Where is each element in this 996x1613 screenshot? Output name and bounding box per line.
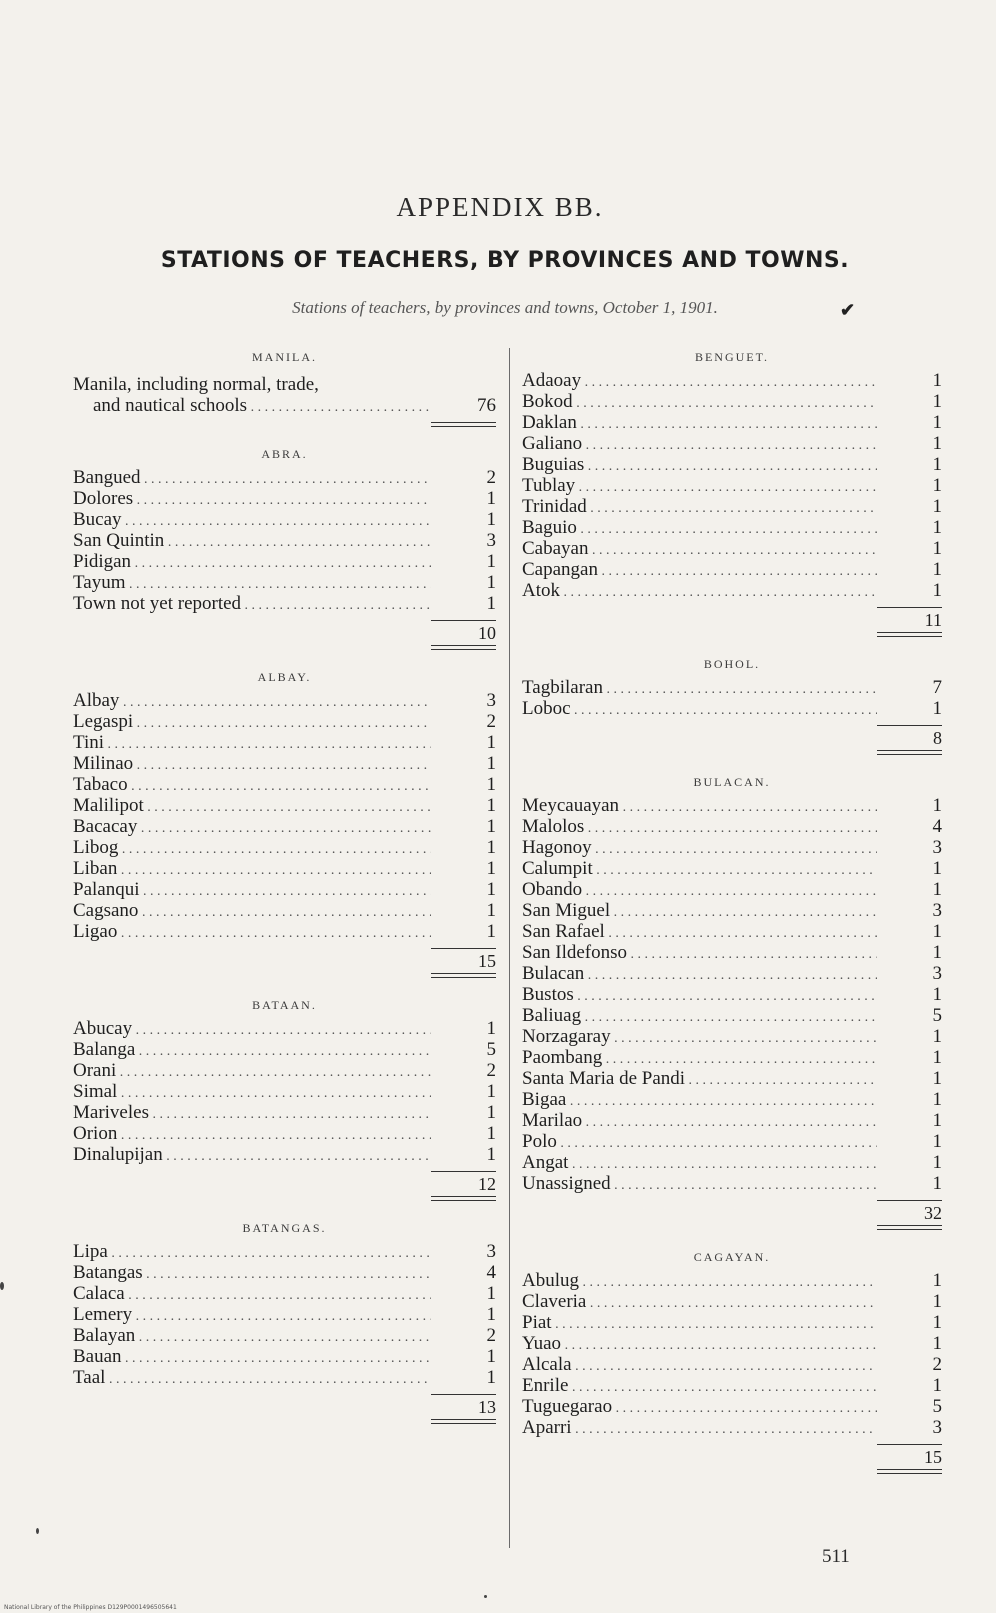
table-row: [522, 391, 942, 412]
table-row: [73, 1283, 496, 1304]
table-row: [522, 1270, 942, 1291]
section-total-row: [522, 1445, 942, 1469]
row-town-name: San Miguel . . .: [522, 900, 877, 923]
table-row: [522, 1047, 942, 1068]
row-town-name: Lipa . . .: [73, 1241, 431, 1264]
row-town-name: Calumpit . . .: [522, 858, 877, 881]
section-title: CAGAYAN.: [693, 1250, 771, 1264]
row-count: 1: [932, 538, 942, 559]
table-row: [522, 1152, 942, 1173]
row-count: 1: [932, 1291, 942, 1312]
section-title: BOHOL.: [703, 657, 761, 671]
section-total: 8: [933, 728, 942, 748]
scan-speck: [484, 1595, 487, 1598]
table-row: [73, 1304, 496, 1325]
section-total: 12: [478, 1174, 496, 1194]
row-count: 1: [486, 900, 496, 921]
section-title: ALBAY.: [257, 670, 312, 684]
section-bataan: [73, 996, 496, 1201]
table-row: [73, 1060, 496, 1081]
section-title: BATANGAS.: [242, 1221, 327, 1235]
table-row: [73, 879, 496, 900]
row-town-name: Ligao . . .: [73, 921, 431, 944]
table-row: [522, 816, 942, 837]
double-rule: [522, 750, 942, 755]
scan-speck: [0, 1282, 4, 1290]
section-total: 11: [924, 610, 942, 630]
table-row: [73, 900, 496, 921]
row-count: 1: [932, 1270, 942, 1291]
row-town-name: Angat . . .: [522, 1152, 877, 1175]
section-total: 13: [478, 1397, 496, 1417]
table-row: [73, 1123, 496, 1144]
section-bulacan: [522, 773, 942, 1230]
table-row: [73, 509, 496, 530]
row-town-name: San Rafael . . .: [522, 921, 877, 944]
row-count: 1: [486, 1144, 496, 1165]
row-count: 5: [932, 1005, 942, 1026]
row-count: 2: [932, 1354, 942, 1375]
page-number: 511: [822, 1546, 850, 1567]
row-count: 1: [932, 1047, 942, 1068]
section-title: BULACAN.: [693, 775, 771, 789]
table-row: [522, 1312, 942, 1333]
row-count: 1: [486, 1123, 496, 1144]
row-count: 3: [486, 690, 496, 711]
table-row: [522, 412, 942, 433]
row-town-name: Enrile . . .: [522, 1375, 877, 1398]
row-count: 1: [932, 858, 942, 879]
row-count: 1: [486, 795, 496, 816]
table-row: [522, 1417, 942, 1438]
table-row: [522, 1005, 942, 1026]
row-town-name: Obando . . .: [522, 879, 877, 902]
check-mark-icon: ✔: [840, 300, 856, 320]
double-rule: [73, 973, 496, 978]
section-total: 15: [924, 1447, 942, 1467]
row-count: 1: [932, 698, 942, 719]
row-count: 1: [932, 370, 942, 391]
table-row: [73, 1144, 496, 1165]
row-count: 2: [486, 467, 496, 488]
row-town-name: Bokod . . .: [522, 391, 877, 414]
row-count: 1: [486, 732, 496, 753]
row-count: 1: [486, 921, 496, 942]
row-town-name: Baguio . . .: [522, 517, 877, 540]
row-count: 1: [486, 593, 496, 614]
table-row: [73, 816, 496, 837]
table-row: [73, 774, 496, 795]
row-count: 1: [486, 837, 496, 858]
row-town-name: Loboc . . .: [522, 698, 877, 721]
table-row: [73, 374, 496, 416]
table-row: [522, 559, 942, 580]
row-town-name: Mariveles . . .: [73, 1102, 431, 1125]
row-town-name: Cagsano . . .: [73, 900, 431, 923]
row-town-name: Paombang . . .: [522, 1047, 877, 1070]
table-row: [73, 1039, 496, 1060]
row-town-name: Balayan . . .: [73, 1325, 431, 1348]
row-count: 1: [932, 984, 942, 1005]
table-row: [522, 1333, 942, 1354]
left-column: [73, 348, 496, 1442]
row-count: 1: [486, 1304, 496, 1325]
table-row: [73, 921, 496, 942]
row-count: 1: [932, 433, 942, 454]
row-count: 1: [932, 1152, 942, 1173]
row-count: 4: [486, 1262, 496, 1283]
table-row: [73, 795, 496, 816]
row-town-name: Lemery . . .: [73, 1304, 431, 1327]
table-row: [73, 530, 496, 551]
row-town-name: Batangas . . .: [73, 1262, 431, 1285]
row-town-name: Orion . . .: [73, 1123, 431, 1146]
row-town-name: Cabayan . . .: [522, 538, 877, 561]
row-count: 1: [486, 551, 496, 572]
section-total-row: [73, 1172, 496, 1196]
table-row: [522, 963, 942, 984]
section-abra: [73, 445, 496, 650]
table-row: [522, 538, 942, 559]
row-town-name: Bustos . . .: [522, 984, 877, 1007]
double-rule: [73, 1196, 496, 1201]
row-count: 1: [932, 1333, 942, 1354]
table-subtitle: Stations of teachers, by provinces and towns, October 1, 1901.: [292, 298, 718, 317]
section-albay: [73, 668, 496, 978]
table-row: [522, 879, 942, 900]
row-town-name: Marilao . . .: [522, 1110, 877, 1133]
row-town-name: Alcala . . .: [522, 1354, 877, 1377]
row-town-name: Taal . . .: [73, 1367, 431, 1390]
row-count: 1: [486, 879, 496, 900]
row-count: 1: [932, 1131, 942, 1152]
row-count: 1: [486, 1081, 496, 1102]
row-count: 1: [932, 1375, 942, 1396]
row-town-name: Unassigned . . .: [522, 1173, 877, 1196]
section-title: BATAAN.: [252, 998, 317, 1012]
table-row: [522, 1089, 942, 1110]
row-town-name: Bauan . . .: [73, 1346, 431, 1369]
row-town-name: Norzagaray . . .: [522, 1026, 877, 1049]
row-count: 3: [932, 963, 942, 984]
table-row: [73, 858, 496, 879]
table-row: [522, 698, 942, 719]
row-town-name: Hagonoy . . .: [522, 837, 877, 860]
row-town-name: Santa Maria de Pandi . . .: [522, 1068, 877, 1091]
row-town-name: Tini . . .: [73, 732, 431, 755]
row-town-name: Meycauayan . . .: [522, 795, 877, 818]
table-row: [73, 488, 496, 509]
row-count: 3: [486, 1241, 496, 1262]
row-count: 1: [486, 1018, 496, 1039]
section-total-row: [73, 1395, 496, 1419]
row-count: 1: [932, 454, 942, 475]
row-town-name: Malilipot . . .: [73, 795, 431, 818]
table-row: [522, 984, 942, 1005]
row-town-name: Piat . . .: [522, 1312, 877, 1335]
row-town-name: Tagbilaran . . .: [522, 677, 877, 700]
table-row: [522, 517, 942, 538]
table-row: [522, 795, 942, 816]
scan-speck: [36, 1528, 39, 1534]
row-count: 3: [932, 900, 942, 921]
row-town-name: Bulacan . . .: [522, 963, 877, 986]
double-rule: [522, 632, 942, 637]
column-divider: [509, 348, 510, 1548]
row-count: 3: [932, 1417, 942, 1438]
row-town-name: Tayum . . .: [73, 572, 431, 595]
table-row: [522, 1026, 942, 1047]
row-count: 1: [932, 1068, 942, 1089]
table-row: [522, 454, 942, 475]
table-row: [522, 1110, 942, 1131]
section-total-row: [73, 621, 496, 645]
table-row: [522, 370, 942, 391]
row-count: 1: [932, 879, 942, 900]
row-town-name: San Ildefonso . . .: [522, 942, 877, 965]
row-count: 4: [932, 816, 942, 837]
table-row: [73, 690, 496, 711]
table-row: [73, 467, 496, 488]
row-town-name: Buguias . . .: [522, 454, 877, 477]
table-row: [73, 1081, 496, 1102]
table-row: [73, 572, 496, 593]
row-count: 1: [486, 774, 496, 795]
row-count: 5: [486, 1039, 496, 1060]
row-count: 1: [932, 1026, 942, 1047]
row-town-name: Yuao . . .: [522, 1333, 877, 1356]
row-count: 1: [932, 1110, 942, 1131]
row-town-name: Abucay . . .: [73, 1018, 431, 1041]
section-total-row: [522, 1201, 942, 1225]
table-row: [73, 593, 496, 614]
table-row: [73, 753, 496, 774]
section-total-row: [73, 949, 496, 973]
row-count: 1: [932, 921, 942, 942]
row-count: 1: [932, 795, 942, 816]
section-batangas: [73, 1219, 496, 1424]
double-rule: [73, 1419, 496, 1424]
table-row: [73, 1102, 496, 1123]
row-town-name: Daklan . . .: [522, 412, 877, 435]
section-total-row: [522, 726, 942, 750]
row-town-name: Pidigan . . .: [73, 551, 431, 574]
row-count: 7: [932, 677, 942, 698]
table-row: [522, 900, 942, 921]
table-row: [522, 921, 942, 942]
row-count: 3: [486, 530, 496, 551]
row-count: 1: [932, 1312, 942, 1333]
row-town-name: Town not yet reported . . .: [73, 593, 431, 616]
row-count: 1: [486, 753, 496, 774]
table-row: [522, 942, 942, 963]
row-count: 1: [486, 572, 496, 593]
row-count: 2: [486, 1325, 496, 1346]
section-title: BENGUET.: [694, 350, 770, 364]
table-row: [522, 1354, 942, 1375]
row-count: 1: [932, 496, 942, 517]
table-row: [73, 732, 496, 753]
row-town-name: Malolos . . .: [522, 816, 877, 839]
row-town-name: Atok . . .: [522, 580, 877, 603]
section-title: MANILA.: [252, 350, 317, 364]
row-town-name: Calaca . . .: [73, 1283, 431, 1306]
section-total: 10: [478, 623, 496, 643]
row-town-name: Bacacay . . .: [73, 816, 431, 839]
row-town-name: Bangued . . .: [73, 467, 431, 490]
row-count: 1: [932, 1173, 942, 1194]
row-count: 1: [932, 517, 942, 538]
row-count: 1: [932, 412, 942, 433]
row-town-name: Balanga . . .: [73, 1039, 431, 1062]
table-row: [522, 1396, 942, 1417]
row-town-name: Milinao . . .: [73, 753, 431, 776]
row-count: 1: [486, 816, 496, 837]
row-count: 1: [932, 559, 942, 580]
row-count: 1: [486, 1283, 496, 1304]
row-town-name: Capangan . . .: [522, 559, 877, 582]
double-rule: [522, 1469, 942, 1474]
row-count: 1: [486, 509, 496, 530]
row-town-name: Polo . . .: [522, 1131, 877, 1154]
table-row: [522, 496, 942, 517]
table-row: [73, 1241, 496, 1262]
row-town-name: Palanqui . . .: [73, 879, 431, 902]
section-title: ABRA.: [261, 447, 308, 461]
row-town-name: Liban . . .: [73, 858, 431, 881]
row-count: 1: [486, 858, 496, 879]
table-row: [73, 1018, 496, 1039]
row-count: 3: [932, 837, 942, 858]
row-town-name: Tabaco . . .: [73, 774, 431, 797]
table-row: [73, 1325, 496, 1346]
section-total-row: [522, 608, 942, 632]
row-count: 76: [477, 395, 496, 416]
row-count: 1: [932, 1089, 942, 1110]
section-total: 32: [924, 1203, 942, 1223]
section-cagayan: [522, 1248, 942, 1474]
row-count: 1: [486, 488, 496, 509]
appendix-heading: APPENDIX BB.: [396, 192, 604, 222]
row-count: 1: [486, 1346, 496, 1367]
row-town-name: Bucay . . .: [73, 509, 431, 532]
row-count: 1: [932, 391, 942, 412]
table-row: [73, 1262, 496, 1283]
row-name-line2: and nautical schools . . .: [93, 395, 431, 416]
table-row: [522, 1375, 942, 1396]
table-row: [522, 837, 942, 858]
row-town-name: Simal . . .: [73, 1081, 431, 1104]
double-rule: [73, 422, 496, 427]
row-town-name: Dinalupijan . . .: [73, 1144, 431, 1167]
row-count: 1: [932, 942, 942, 963]
row-town-name: Albay . . .: [73, 690, 431, 713]
row-town-name: Trinidad . . .: [522, 496, 877, 519]
row-town-name: Galiano . . .: [522, 433, 877, 456]
double-rule: [73, 645, 496, 650]
row-count: 1: [932, 475, 942, 496]
double-rule: [522, 1225, 942, 1230]
row-town-name: Aparri . . .: [522, 1417, 877, 1440]
page-title: STATIONS OF TEACHERS, BY PROVINCES AND TOWNS.: [160, 248, 850, 273]
table-row: [522, 1291, 942, 1312]
row-town-name: San Quintin . . .: [73, 530, 431, 553]
row-town-name: Baliuag . . .: [522, 1005, 877, 1028]
row-town-name: Dolores . . .: [73, 488, 431, 511]
row-town-name: Orani . . .: [73, 1060, 431, 1083]
right-column: [522, 348, 942, 1492]
section-benguet: [522, 348, 942, 637]
table-row: [73, 837, 496, 858]
table-row: [522, 580, 942, 601]
table-row: [522, 475, 942, 496]
row-count: 1: [932, 580, 942, 601]
row-town-name: Claveria . . .: [522, 1291, 877, 1314]
table-row: [73, 711, 496, 732]
row-town-name: Tuguegarao . . .: [522, 1396, 877, 1419]
table-row: [73, 1346, 496, 1367]
section-total: 15: [478, 951, 496, 971]
row-count: 5: [932, 1396, 942, 1417]
row-count: 2: [486, 1060, 496, 1081]
row-town-name: Libog . . .: [73, 837, 431, 860]
row-town-name: Adaoay . . .: [522, 370, 877, 393]
table-row: [522, 858, 942, 879]
row-count: 1: [486, 1367, 496, 1388]
row-town-name: Tublay . . .: [522, 475, 877, 498]
row-town-name: Abulug . . .: [522, 1270, 877, 1293]
table-row: [73, 551, 496, 572]
row-town-name: Legaspi . . .: [73, 711, 431, 734]
row-count: 1: [486, 1102, 496, 1123]
table-row: [73, 1367, 496, 1388]
table-row: [522, 677, 942, 698]
row-town-name: Bigaa . . .: [522, 1089, 877, 1112]
section-manila: [73, 348, 496, 427]
footer-note: National Library of the Philippines D129P0001496505641: [4, 1604, 177, 1611]
table-row: [522, 433, 942, 454]
section-bohol: [522, 655, 942, 755]
row-count: 2: [486, 711, 496, 732]
row-name-line1: Manila, including normal, trade,: [73, 374, 319, 395]
table-row: [522, 1068, 942, 1089]
table-row: [522, 1131, 942, 1152]
table-row: [522, 1173, 942, 1194]
